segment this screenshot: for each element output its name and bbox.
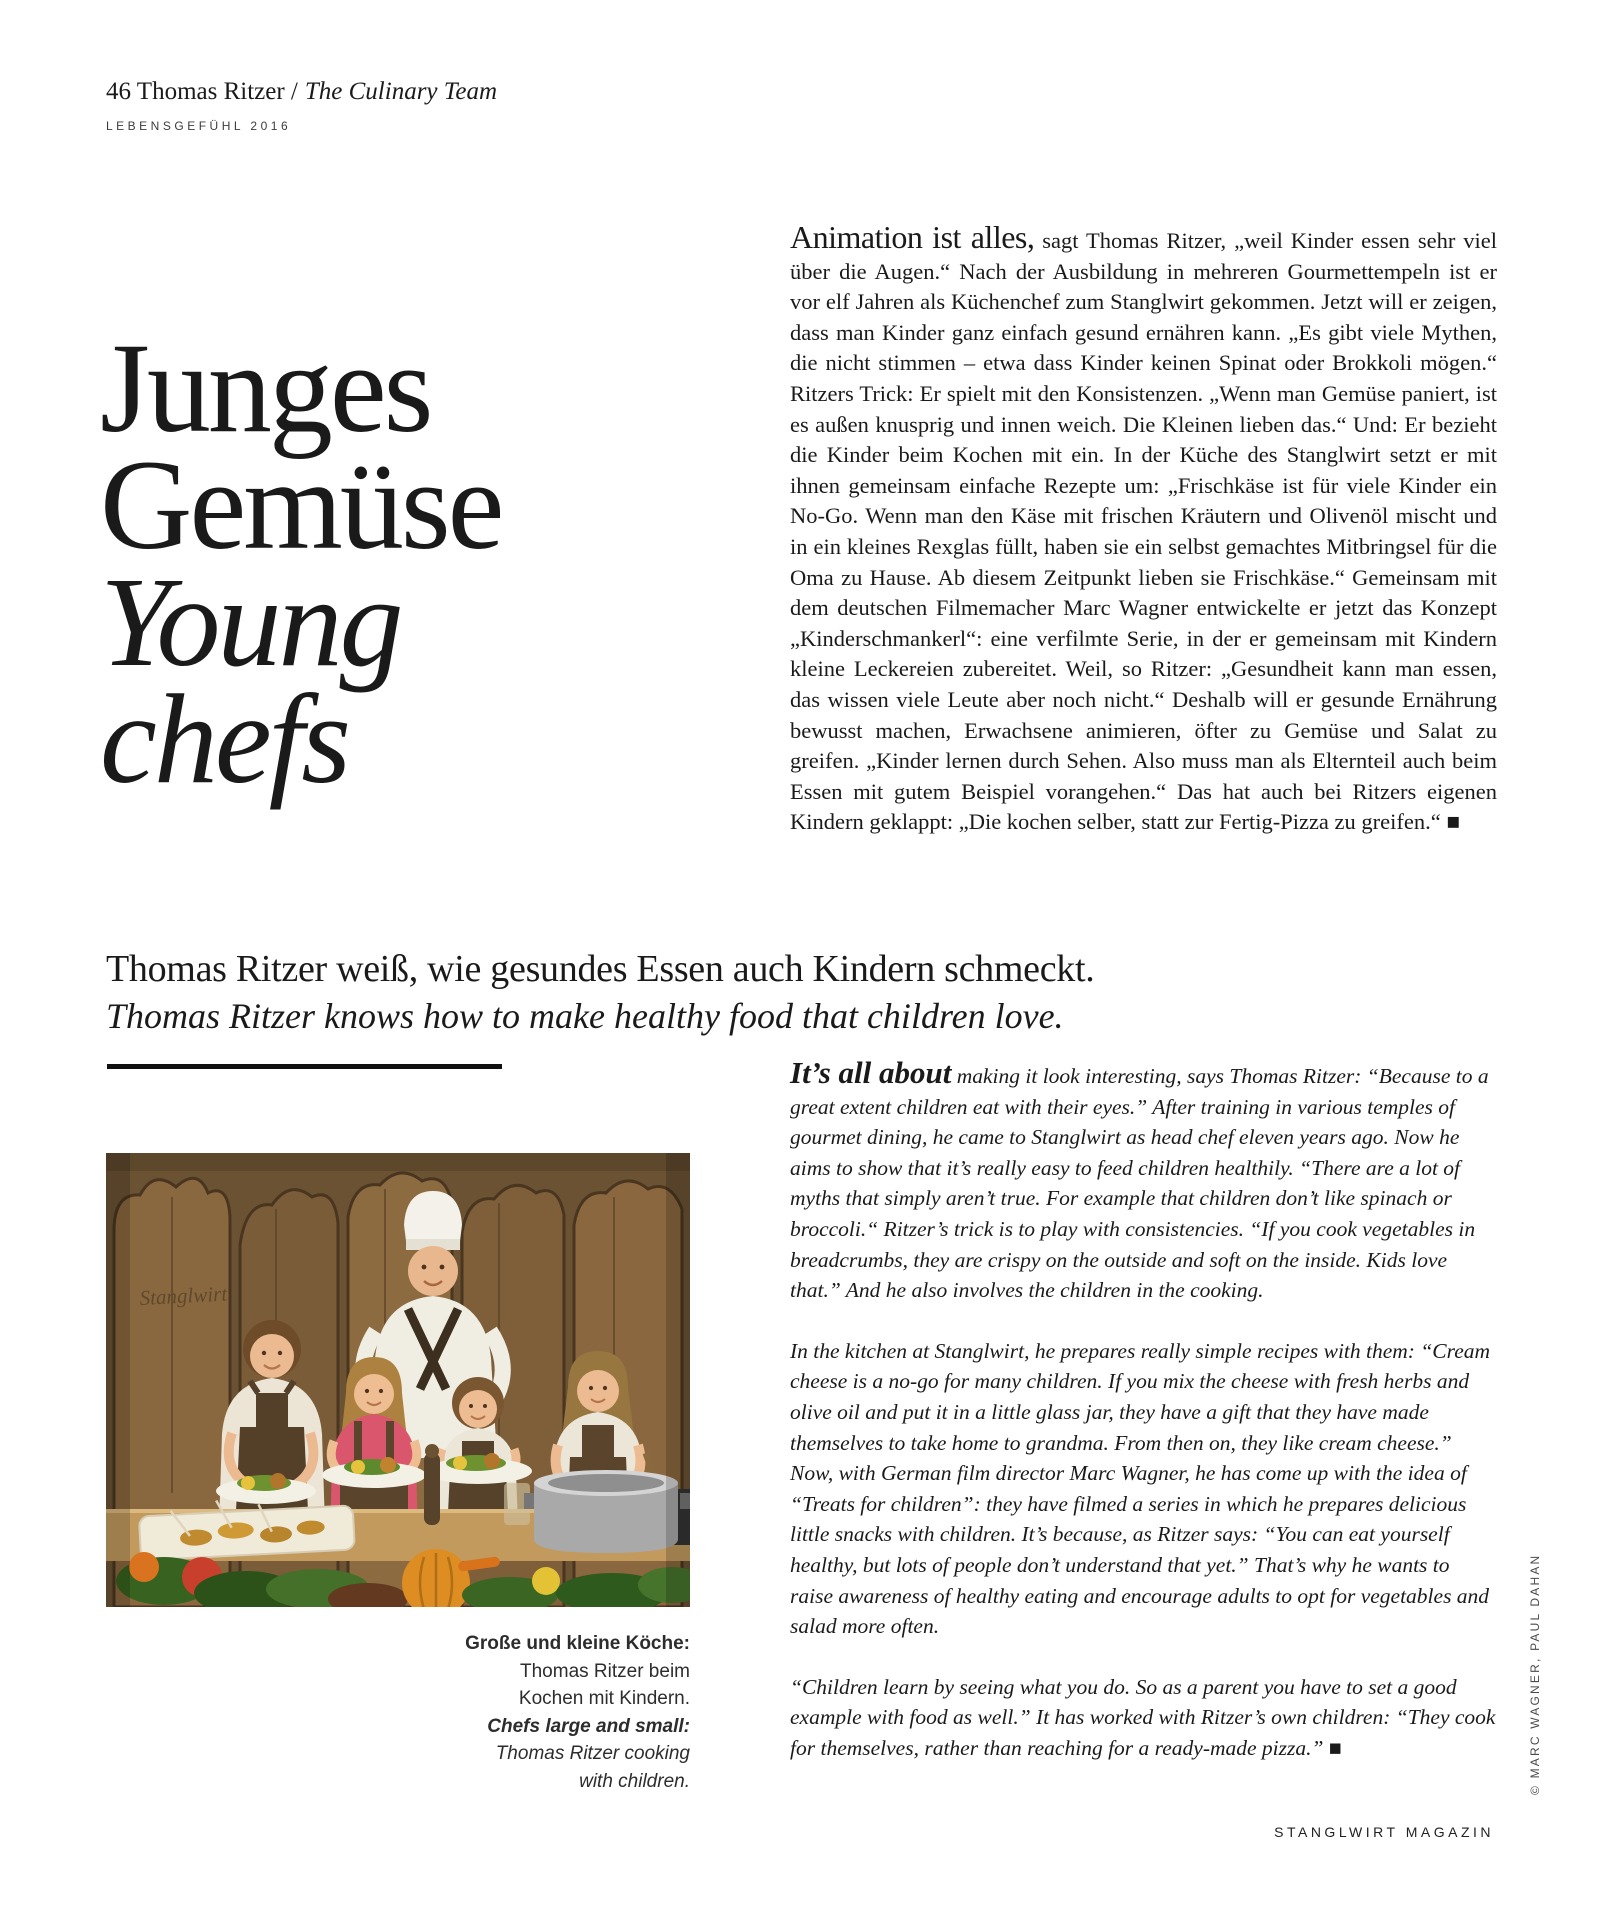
caption-en-title: Chefs large and small: [487,1715,690,1737]
caption-de-line2: Thomas Ritzer beim [520,1660,690,1682]
divider-rule [107,1064,502,1069]
german-body-text: sagt Thomas Ritzer, „weil Kinder essen sehr viel über die Augen.“ Nach der Ausbildung in mehreren Gourmettempeln ist er vor elf Jahren als Küchenchef zum Stanglwirt gekommen. Jetzt will er zeigen, dass man Kinder ganz einfach gesund ernähren kann. „Es gibt viele Mythen, die nicht stimmen – etwa dass Kinder keinen Spinat oder Brokkoli mögen.“ Ritzers Trick: Er spielt mit den Konsistenzen. „Wenn man Gemüse paniert, ist es außen knusprig und innen weich. Die Kleinen lieben das.“ Und: Er bezieht die Kinder beim Kochen mit ein. In der Küche des Stanglwirt setzt er mit ihnen gemeinsam einfache Rezepte um: „Frischkäse ist für viele Kinder ein No-Go. Wenn man den Käse mit frischen Kräutern und Olivenöl mischt und in ein kleines Rexglas füllt, haben sie ein selbst gemachtes Mitbringsel für die Oma zu Hause. Ab diesem Zeitpunkt lieben sie Frischkäse.“ Gemeinsam mit dem deutschen Filmemacher Marc Wagner entwickelte er jetzt das Konzept „Kinderschmankerl“: eine verfilmte Serie, in der er gemeinsam mit Kindern kleine Leckereien zubereitet. Weil, so Ritzer: „Gesundheit kann man essen, das wissen viele Leute aber noch nicht.“ Deshalb will er gesunde Ernährung bewusst machen, Erwachsene animieren, öfter zu Gemüse und Salat zu greifen. „Kinder lernen durch Sehen. Also muss man als Elternteil auch beim Essen mit gutem Beispiel vorangehen.“ Das hat auch bei Ritzers eigenen Kindern geklappt: „Die kochen selber, statt zur Fertig-Pizza zu greifen.“ ■ [790,228,1497,835]
photo-chef-cooking-with-children [106,1153,690,1607]
german-lead-in: Animation ist alles, [790,219,1035,255]
photo-credit: © MARC WAGNER, PAUL DAHAN [1528,1553,1542,1795]
carved-sign-text: Stanglwirt [139,1281,228,1310]
article-header-line [106,78,497,106]
headline-en-line2: chefs [100,668,348,810]
english-paragraph-2: In the kitchen at Stanglwirt, he prepares really simple recipes with them: “Cream cheese is a no-go for many children. If you mix the cheese with fresh herbs and olive oil and put it in a little glass jar, they have a gift that they have made themselves to take home to grandma. From then on, they like cream cheese.” Now, with German film director Marc Wagner, he has come up with the idea of “Treats for children”: they have filmed a series in which he prepares delicious little snacks with children. It’s because, as Ritzer says: “You can eat yourself healthy, but lots of people don’t understand that yet.” That’s why he wants to raise awareness of healthy eating and encourage adults to opt for vegetables and salad more often. [790,1338,1491,1639]
issue-label: LEBENSGEFÜHL 2016 [106,119,292,133]
english-paragraph-3: “Children learn by seeing what you do. So as a parent you have to set a good example with food as well.” It has worked with Ritzer’s own children: “They cook for themselves, rather than reaching for a ready-made pizza.” ■ [790,1674,1496,1760]
standfirst-english: Thomas Ritzer knows how to make healthy food that children love. [106,996,1064,1036]
headline [100,317,502,810]
article-title-english: The Culinary Team [304,78,498,105]
german-paragraph [790,219,1497,838]
photo-caption [320,1630,690,1795]
masthead [106,78,497,133]
standfirst [106,946,1094,1040]
page-number-and-author: 46 Thomas Ritzer / [106,78,298,105]
article-english [790,1055,1497,1763]
headline-en-line1: Young [100,551,401,693]
magazine-footer: STANGLWIRT MAGAZIN [1274,1824,1494,1840]
caption-de-title: Große und kleine Köche: [465,1633,690,1654]
pepper-grinder [424,1444,440,1525]
caption-de-line3: Kochen mit Kindern. [518,1688,690,1709]
article-german [790,219,1497,838]
caption-en-line3: with children. [579,1770,690,1792]
english-lead-in: It’s all about [790,1055,952,1090]
english-body-text-1: making it look interesting, says Thomas Ritzer: “Because to a great extent children eat with their eyes.” After training in various temples of gourmet dining, he came to Stanglwirt as head chef eleven years ago. Now he aims to show that it’s really easy to feed children healthily. “There are a lot of myths that simply aren’t true. For example that children don’t like spinach or broccoli.“ Ritzer’s trick is to play with consistencies. “If you cook vegetables in breadcrumbs, they are crispy on the outside and soft on the inside. Kids love that.” And he also involves the children in the cooking. [790,1064,1489,1303]
standfirst-german: Thomas Ritzer weiß, wie gesundes Essen auch Kindern schmeckt. [106,948,1095,990]
headline-de-line2: Gemüse [100,434,502,576]
caption-en-line2: Thomas Ritzer cooking [495,1743,690,1764]
english-paragraph-1 [790,1055,1497,1306]
headline-de-line1: Junges [100,317,431,459]
